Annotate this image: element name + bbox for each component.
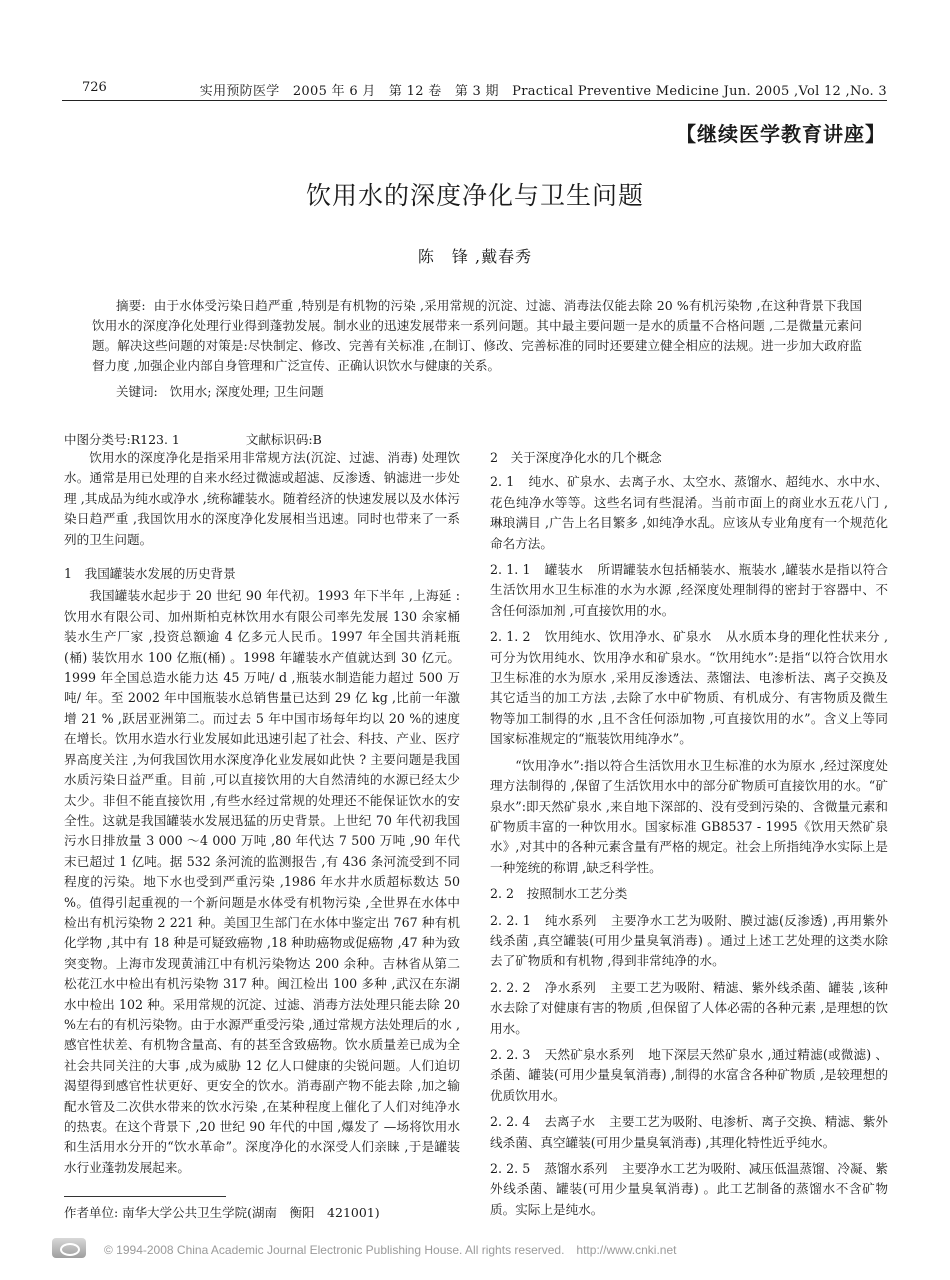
author-affiliation: 作者单位: 南华大学公共卫生学院(湖南 衡阳 421001) <box>64 1205 380 1220</box>
subsection-2-1-1 <box>490 560 888 621</box>
subsection-term: 蒸馏水系列 <box>544 1161 608 1176</box>
subsection-text: 主要工艺为吸附、精滤、紫外线杀菌、罐装 ,该种水去除了对健康有害的物质 ,但保留了人体必需的各种元素 ,是理想的饮用水。 <box>490 979 888 1036</box>
section-2-heading: 2 关于深度净化水的几个概念 <box>490 450 662 465</box>
abstract-text: 由于水体受污染日趋严重 ,特别是有机物的污染 ,采用常规的沉淀、过滤、消毒法仅能去除 20 %有机污染物 ,在这种背景下我国饮用水的深度净化处理行业得到蓬勃发展。制水业的迅速发展带来一系列问题。其中最主要问题一是水的质量不合格问题 ,二是微量元素问题。解决这些问题的对策是:尽快制定、修改、完善有关标准 ,在制订、修改、完善标准的同时还要建立健全相应的法规。进一步加大政府监督力度 ,加强企业内部自身管理和广泛宣传、正确认识饮水与健康的关系。 <box>92 298 862 373</box>
subsection-2-1 <box>490 472 888 554</box>
subsection-term: 去离子水 <box>544 1114 596 1130</box>
subsection-term: 天然矿泉水系列 <box>544 1046 635 1062</box>
subsection-term: 饮用纯水、饮用净水、矿泉水 <box>544 629 712 645</box>
right-column <box>490 448 888 1220</box>
subsection-number: 2. 2. 1 <box>490 912 531 928</box>
section-1-paragraph: 我国罐装水起步于 20 世纪 90 年代初。1993 年下半年 ,上海延 :饮用水有限公司、加州斯柏克林饮用水有限公司率先发展 130 余家桶装水生产厂家 ,投资总额逾 4 亿多元人民币。1997 年全国共消耗瓶(桶) 装饮用水 100 亿瓶(桶) 。1998 年罐装水产值就达到 30 亿元。1999 年全国总造水能力达 45 万吨/ d ,瓶装水制造能力超过 500 万吨/ 年。至 2002 年中国瓶装水总销售量已达到 29 亿 kg ,比前一年激增 21 % ,跃居亚洲第二。而过去 5 年中国市场每年均以 20 %的速度在增长。饮用水造水行业发展如此迅速引起了社会、科技、产业、医疗界高度关注 ,为何我国饮用水深度净化业发展如此快 ? 主要问题是我国水质污染日益严重。目前 ,可以直接饮用的大自然清纯的水源已经太少太少。非但不能直接饮用 ,有些水经过常规的处理还不能保证饮水的安全性。这就是我国罐装水发展迅猛的历史背景。上世纪 70 年代初我国污水日排放量 3 000 ～4 000 万吨 ,80 年代达 7 500 万吨 ,90 年代末已超过 1 亿吨。据 532 条河流的监测报告 ,有 436 条河流受到不同程度的污染。地下水也受到严重污染 ,1986 年水井水质超标数达 50 %。值得引起重视的一个新问题是水体受有机物污染 ,全世界在水体中检出有机污染物 2 221 种。美国卫生部门在水体中鉴定出 767 种有机化学物 ,其中有 18 种是可疑致癌物 ,18 种助癌物或促癌物 ,47 种为致突变物。上海市发现黄浦江中有机污染物达 200 余种。吉林省从第二松花江水中检出有机污染物 317 种。闽江检出 100 多种 ,武汉在东湖水中检出 102 种。采用常规的沉淀、过滤、消毒方法处理只能去除 20 %左右的有机污染物。由于水源严重受污染 ,通过常规方法处理后的水 ,感官性状差、有机物含量高、有的甚至含致癌物。饮水质量差已成为全社会共同关注的大事 ,成为威胁 12 亿人口健康的尖锐问题。人们迫切渴望得到感官性状更好、更安全的饮水。消毒副产物不能去除 ,加之输配水管及二次供水带来的饮水污染 ,在某种程度上催化了人们对纯净水的热衷。在这个背景下 ,20 世纪 90 年代的中国 ,爆发了 —场将饮用水和生活用水分开的“饮水革命”。深度净化的水深受人们亲睐 ,于是罐装水行业蓬勃发展起来。 <box>64 588 460 1175</box>
subsection-number: 2. 1. 2 <box>490 629 531 645</box>
subsection-term: 纯水系列 <box>544 912 597 928</box>
document-code: 文献标识码:B <box>245 432 322 447</box>
page-footer <box>52 1236 898 1262</box>
classification-info <box>64 430 322 448</box>
subsection-text: 主要净水工艺为吸附、减压低温蒸馏、冷凝、紫外线杀菌、罐装(可用少量臭氧消毒) 。此工艺制备的蒸馏水不含矿物质。实际上是纯水。 <box>490 1161 889 1217</box>
subsection-term: 净水系列 <box>544 979 597 995</box>
subsection-2-2-1 <box>490 911 888 972</box>
clc-number: 中图分类号:R123. 1 <box>64 432 180 447</box>
subsection-text: 主要工艺为吸附、电渗析、离子交换、精滤、紫外线杀菌、真空罐装(可用少量臭氧消毒) ,其理化特性近乎纯水。 <box>490 1114 889 1150</box>
subsection-2-2-3 <box>490 1045 888 1106</box>
subsection-text: 从水质本身的理化性状来分 ,可分为饮用纯水、饮用净水和矿泉水。“饮用纯水”:是指“以符合饮用水卫生标准的水为原水 ,采用反渗透法、蒸馏法、电渗析法、离子交换及其它适当的加工方法 ,去除了水中矿物质、有机成分、有害物质及微生物等加工制得的水 ,且不含任何添加物 ,可直接饮用的水”。含义上等同国家标准规定的“瓶装饮用纯净水”。 <box>490 629 888 747</box>
subsection-text: 地下深层天然矿泉水 ,通过精滤(或微滤) 、杀菌、罐装(可用少量臭氧消毒) ,制得的水富含各种矿物质 ,是较理想的优质饮用水。 <box>490 1046 888 1103</box>
intro-paragraph: 饮用水的深度净化是指采用非常规方法(沉淀、过滤、消毒) 处理饮水。通常是用已处理的自来水经过微滤或超滤、反渗透、钠滤进一步处理 ,其成品为纯水或净水 ,统称罐装水。随着经济的快速发展以及水体污染日趋严重 ,我国饮用水的深度净化发展相当迅速。同时也带来了一系列的卫生问题。 <box>64 450 460 547</box>
article-title: 饮用水的深度净化与卫生问题 <box>305 181 644 210</box>
subsection-number: 2. 2. 4 <box>490 1114 531 1130</box>
copyright-notice: © 1994-2008 China Academic Journal Electronic Publishing House. All rights reserved. http://www.cnki.net <box>104 1243 677 1257</box>
journal-citation: 实用预防医学 2005 年 6 月 第 12 卷 第 3 期 Practical Preventive Medicine Jun. 2005 ,Vol 12 ,No. 3 <box>199 84 887 99</box>
subsection-number: 2. 2. 3 <box>490 1046 531 1062</box>
subsection-text: 所谓罐装水包括桶装水、瓶装水 ,罐装水是指以符合生活饮用水卫生标准的水为水源 ,经深度处理制得的密封于容器中、不含任何添加剂 ,可直接饮用的水。 <box>490 562 888 618</box>
keywords <box>116 382 324 400</box>
subsection-2-2-5 <box>490 1159 888 1220</box>
subsection-2-1-2 <box>490 627 888 749</box>
page-number: 726 <box>82 80 107 95</box>
left-column <box>64 448 460 1178</box>
section-1-heading: 1 我国罐装水发展的历史背景 <box>64 566 236 582</box>
series-label: 【继续医学教育讲座】 <box>676 122 886 146</box>
subsection-2-2-2 <box>490 978 888 1039</box>
subsection-number: 2. 1. 1 <box>490 562 531 578</box>
keywords-text: 饮用水; 深度处理; 卫生问题 <box>169 384 324 399</box>
subsection-2-1-2-continued: “饮用净水”:指以符合生活饮用水卫生标准的水为原水 ,经过深度处理方法制得的 ,保留了生活饮用水中的部分矿物质可直接饮用的水。“矿泉水”:即天然矿泉水 ,来自地下深部的、没有受到污染的、含微量元素和矿物质丰富的一种饮用水。国家标准 GB8537 - 1995《饮用天然矿泉水》,对其中的各种元素含量有严格的规定。社会上所指纯净水实际上是一种笼统的称谓 ,缺乏科学性。 <box>490 757 888 875</box>
subsection-number: 2. 1 <box>490 474 515 490</box>
subsection-term: 罐装水 <box>544 562 584 578</box>
abstract-label: 摘要: <box>116 298 146 313</box>
running-header <box>62 78 887 101</box>
abstract <box>92 296 862 376</box>
footnote-rule <box>64 1196 226 1197</box>
subsection-2-2-heading: 2. 2 按照制水工艺分类 <box>490 886 628 902</box>
subsection-text: 主要净水工艺为吸附、膜过滤(反渗透) ,再用紫外线杀菌 ,真空罐装(可用少量臭氧消毒) 。通过上述工艺处理的这类水除去了矿物质和有机物 ,得到非常纯净的水。 <box>490 912 888 969</box>
subsection-text: 纯水、矿泉水、去离子水、太空水、蒸馏水、超纯水、水中水、花色纯净水等等。这些名词有些混淆。当前市面上的商业水五花八门 ,琳琅满目 ,广告上名目繁多 ,如纯净水乱。应该从专业角度有一个规范化命名方法。 <box>490 474 888 551</box>
keywords-label: 关键词: <box>116 384 158 399</box>
subsection-2-2-4 <box>490 1112 888 1153</box>
authors: 陈 锋 ,戴春秀 <box>417 247 533 266</box>
subsection-number: 2. 2. 5 <box>490 1161 531 1176</box>
subsection-number: 2. 2. 2 <box>490 979 531 995</box>
cnki-logo-icon <box>52 1238 86 1258</box>
